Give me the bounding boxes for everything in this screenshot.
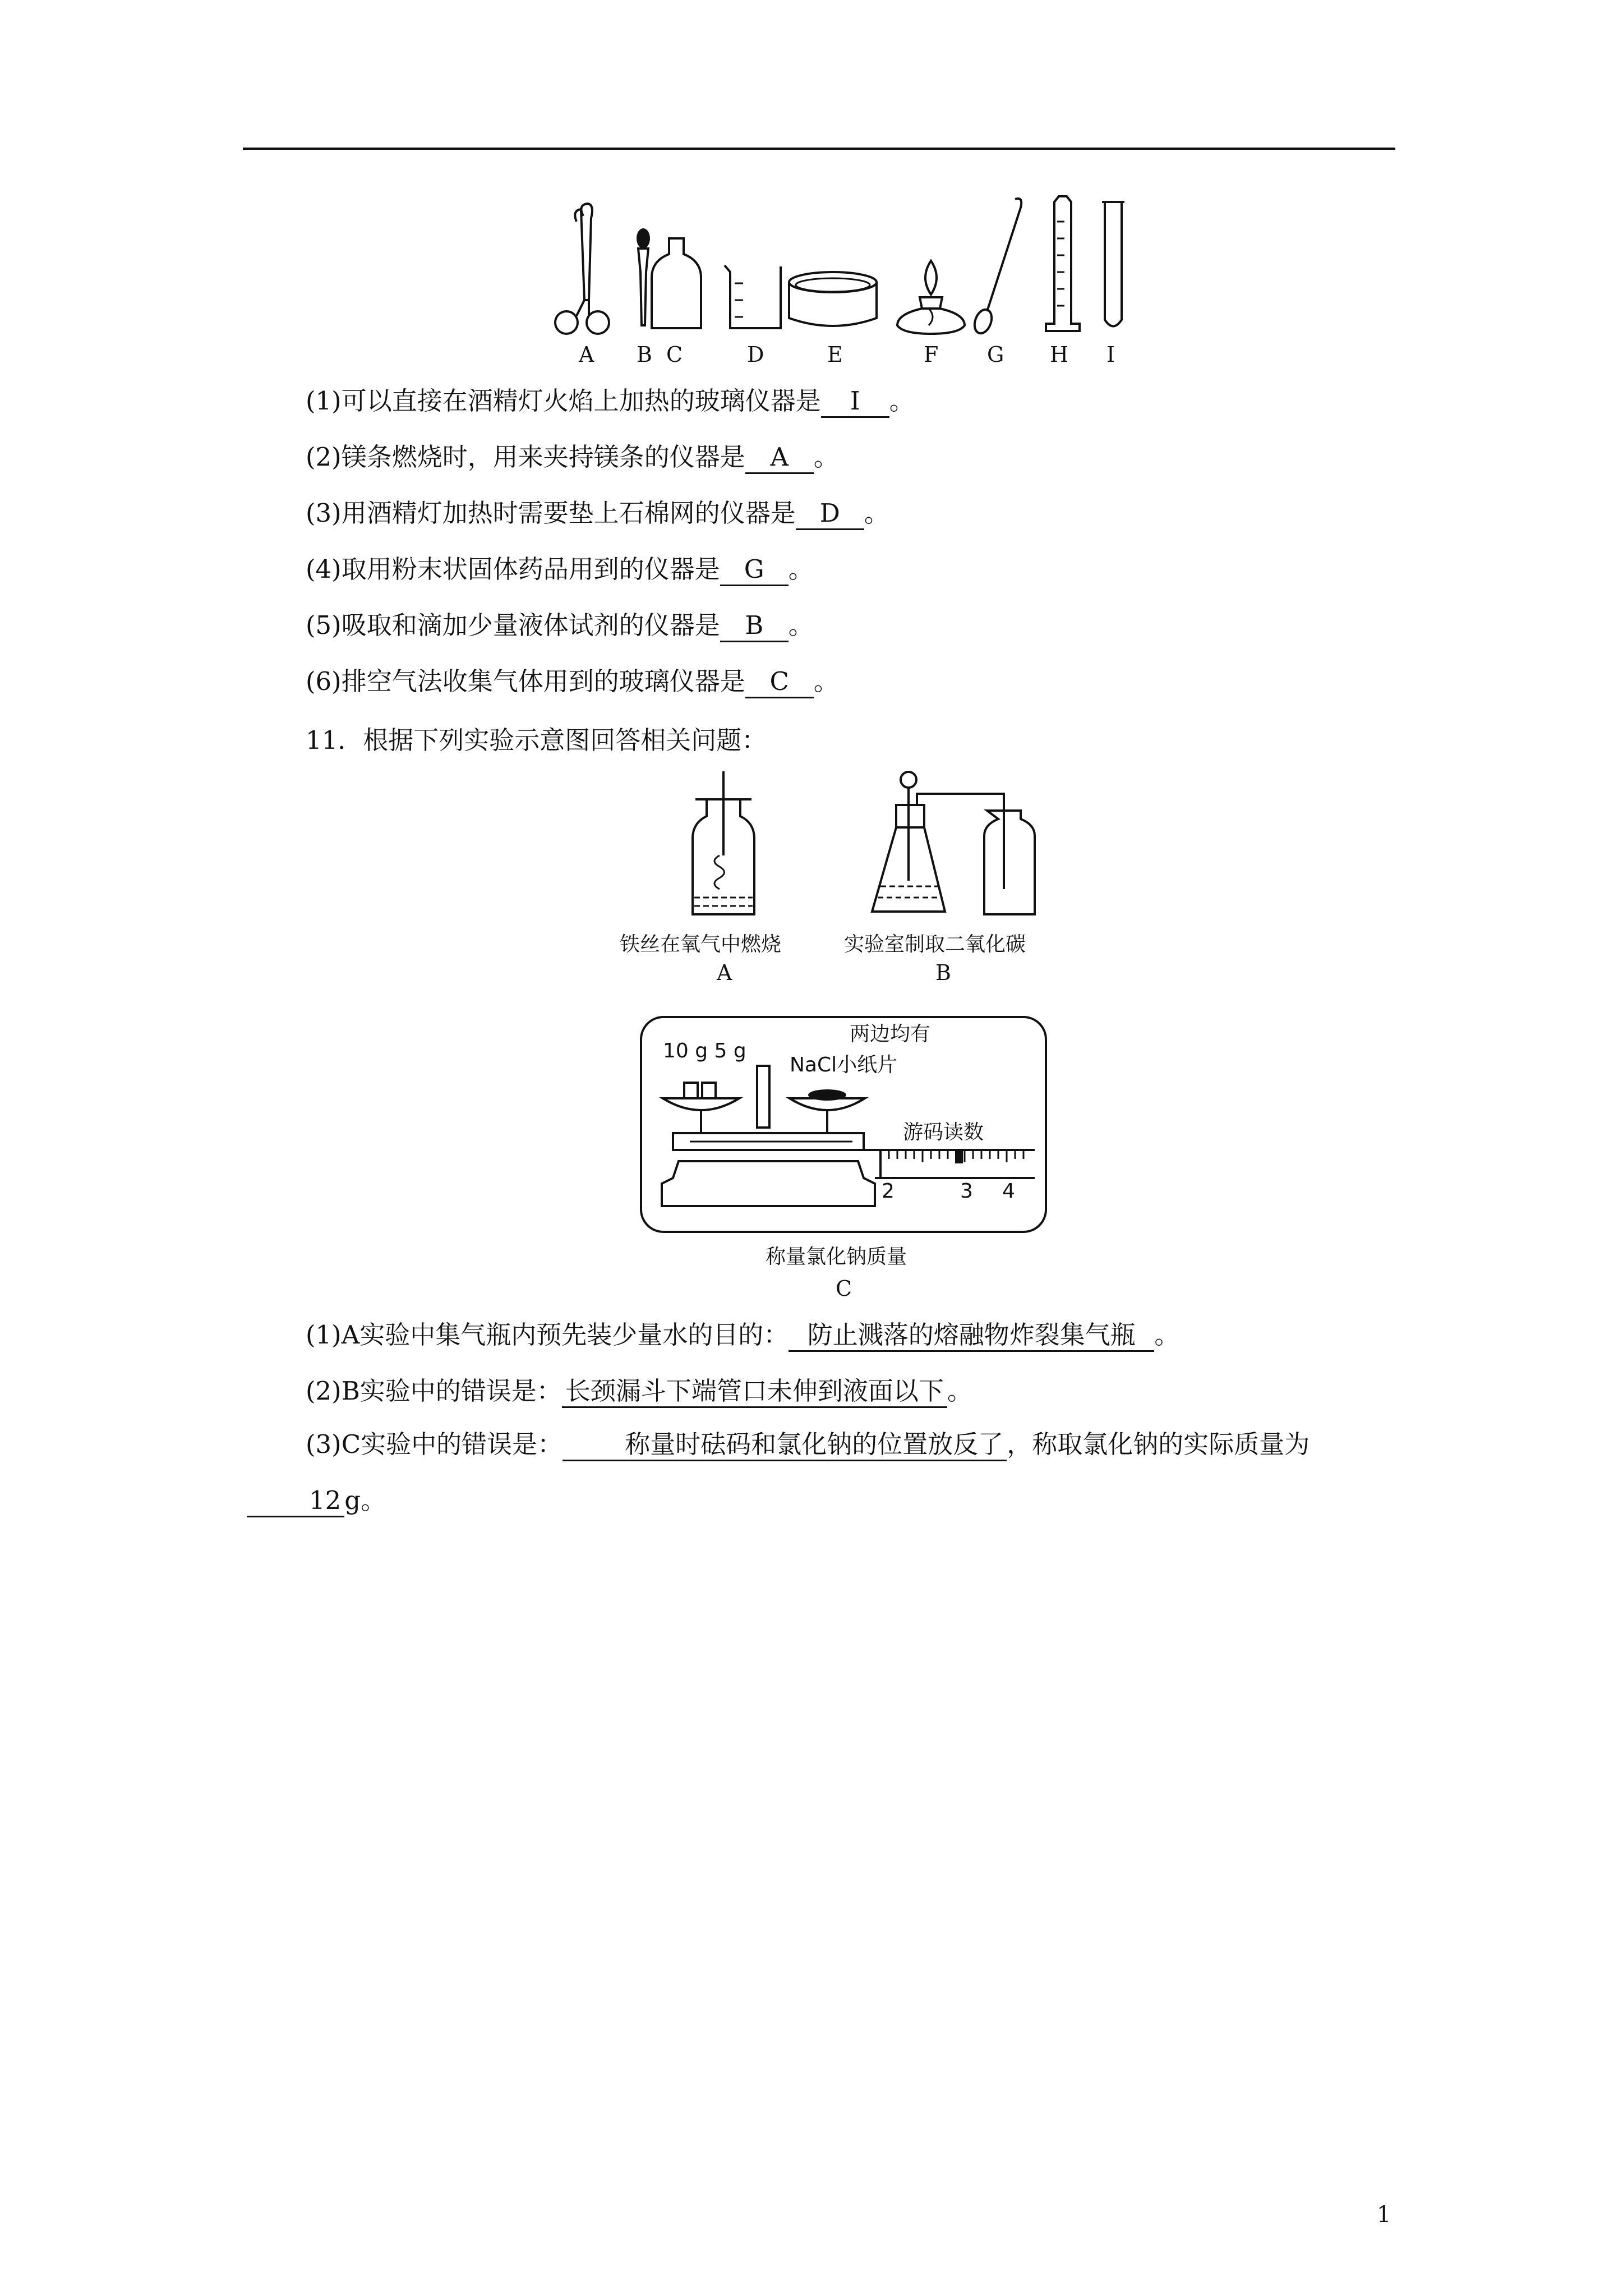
question-suffix: 。 <box>813 666 839 696</box>
question-11-3 <box>247 1416 1335 1529</box>
apparatus-figure <box>550 194 1155 373</box>
co2-apparatus-icon <box>872 772 1035 914</box>
question-suffix: 。 <box>788 554 814 584</box>
figure-b-caption: 实验室制取二氧化碳 <box>844 933 1026 956</box>
scale-tick-label: 4 <box>1002 1180 1015 1203</box>
answer-blank: I <box>821 386 889 418</box>
question-10-4 <box>306 553 814 586</box>
test-tube-icon <box>1102 202 1124 326</box>
figure-ab <box>617 771 1094 996</box>
question-11-2 <box>306 1374 972 1408</box>
answer-blank: D <box>796 498 864 530</box>
question-mid: ，称取氯化钠的实际质量为 <box>1007 1429 1310 1459</box>
note-line-2: NaCl小纸片 <box>790 1053 898 1076</box>
question-prompt: (2)镁条燃烧时，用来夹持镁条的仪器是 <box>306 442 745 472</box>
question-prompt: (1)A实验中集气瓶内预先装少量水的目的： <box>306 1320 789 1350</box>
question-suffix: g。 <box>344 1485 386 1515</box>
measuring-cylinder-icon <box>1046 196 1080 331</box>
apparatus-label: H <box>1050 342 1069 367</box>
apparatus-label: A <box>579 342 594 367</box>
question-suffix: 。 <box>788 610 814 640</box>
apparatus-label: B <box>637 342 652 367</box>
balance-icon <box>662 1066 875 1206</box>
question-10-3 <box>306 496 889 530</box>
beaker-icon <box>725 265 781 328</box>
answer-blank: 称量时砝码和氯化钠的位置放反了 <box>562 1429 1007 1461</box>
question-suffix: 。 <box>1154 1320 1180 1350</box>
rider-marker <box>955 1150 963 1163</box>
weights-label: 10 g 5 g <box>663 1039 746 1062</box>
header-rule <box>243 148 1395 150</box>
question-10-5 <box>306 609 814 642</box>
rider-label: 游码读数 <box>903 1121 984 1144</box>
scale-tick-label: 3 <box>960 1180 973 1203</box>
figure-a-caption: 铁丝在氧气中燃烧 <box>620 933 782 956</box>
alcohol-lamp-icon <box>897 261 965 334</box>
question-prompt: (4)取用粉末状固体药品用到的仪器是 <box>306 554 720 584</box>
question-stem: 11．根据下列实验示意图回答相关问题： <box>306 725 767 755</box>
figure-a-label: A <box>717 960 732 985</box>
answer-blank: C <box>745 666 814 698</box>
figure-c-caption: 称量氯化钠质量 <box>766 1245 907 1268</box>
question-prompt: (5)吸取和滴加少量液体试剂的仪器是 <box>306 610 720 640</box>
question-prompt: (3)C实验中的错误是： <box>306 1429 563 1459</box>
answer-blank: 防止溅落的熔融物炸裂集气瓶 <box>789 1320 1154 1352</box>
figure-b-label: B <box>935 960 951 985</box>
question-suffix: 。 <box>813 442 839 472</box>
answer-blank: 长颈漏斗下端管口未伸到液面以下 <box>562 1376 947 1408</box>
question-prompt: (1)可以直接在酒精灯火焰上加热的玻璃仪器是 <box>306 386 821 416</box>
apparatus-label: F <box>924 342 939 367</box>
question-suffix: 。 <box>864 498 889 528</box>
apparatus-label: G <box>987 342 1004 367</box>
figure-c-label: C <box>836 1276 852 1301</box>
dish-icon <box>789 272 877 326</box>
question-prompt: (2)B实验中的错误是： <box>306 1376 562 1406</box>
question-prompt: (3)用酒精灯加热时需要垫上石棉网的仪器是 <box>306 498 796 528</box>
question-11-stem <box>306 724 767 757</box>
question-11-1 <box>306 1318 1179 1352</box>
crucible-tongs-icon <box>555 204 609 334</box>
question-10-2 <box>306 440 839 474</box>
question-10-1 <box>306 384 915 418</box>
apparatus-label: I <box>1106 342 1115 367</box>
figure-c <box>639 1015 1049 1307</box>
spatula-icon <box>971 199 1021 335</box>
iron-wire-bottle-icon <box>693 771 754 914</box>
dropper-icon <box>637 228 650 325</box>
question-suffix: 。 <box>947 1376 972 1406</box>
apparatus-label: D <box>747 342 764 367</box>
question-suffix: 。 <box>889 386 915 416</box>
gas-bottle-icon <box>652 238 701 328</box>
answer-blank: B <box>720 610 789 642</box>
question-prompt: (6)排空气法收集气体用到的玻璃仪器是 <box>306 666 745 696</box>
scale-tick-label: 2 <box>882 1180 895 1203</box>
apparatus-label: C <box>666 342 683 367</box>
answer-blank: G <box>720 554 789 586</box>
page-number: 1 <box>1377 2202 1391 2228</box>
rider-scale-icon <box>864 1150 1035 1178</box>
note-line-1: 两边均有 <box>850 1023 931 1046</box>
question-10-6 <box>306 665 839 698</box>
answer-blank-2: 12 <box>247 1485 344 1517</box>
answer-blank: A <box>745 442 814 474</box>
apparatus-label: E <box>827 342 843 367</box>
